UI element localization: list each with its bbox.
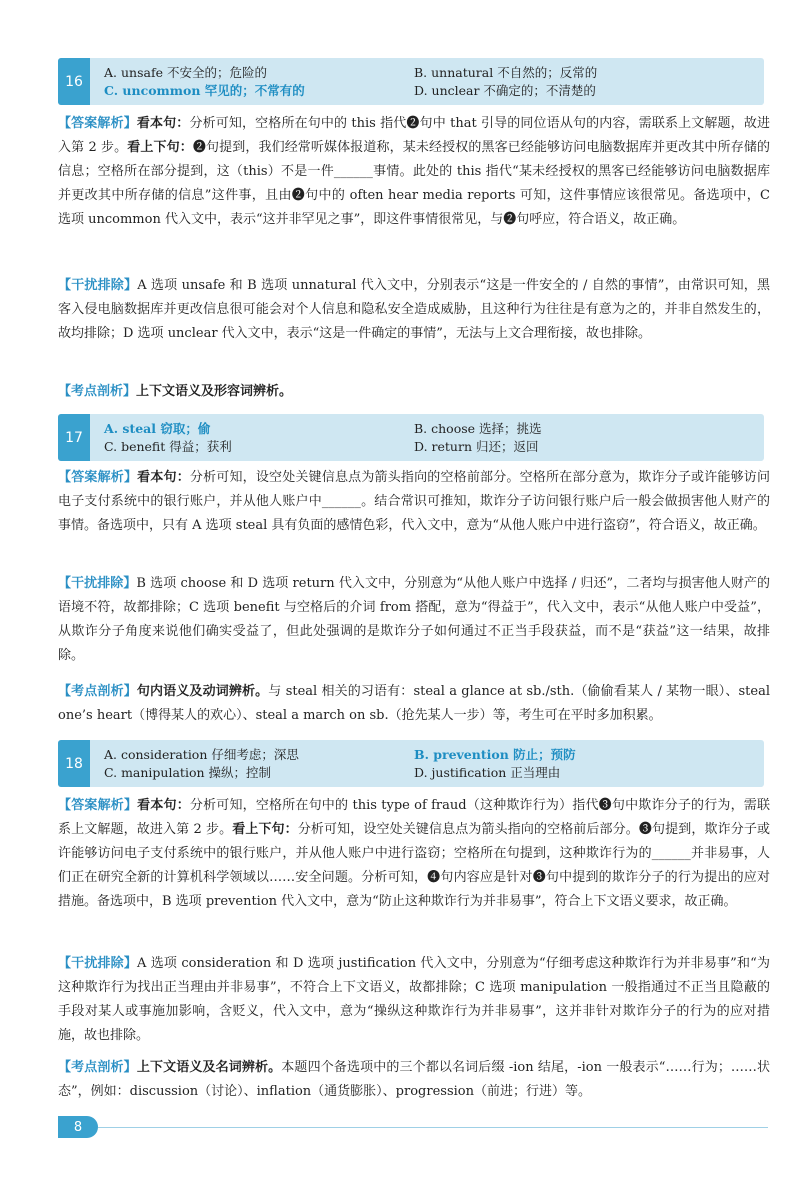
answer-analysis-16 <box>58 112 770 232</box>
body-text-2: ❷句提到，我们经常听媒体报道称，某未经授权的黑客已经能够访问电脑数据库并更改其中所存储的信息；空格所在部分提到，这（this）不是一件______事情。此处的 this 指代“某未经授权的黑客已经能够访问电脑数据库并更改其中所存储的信息”这件事，且由❷句中的 often hear media reports 可知，这件事情应该很常见。备选项中，C 选项 uncommon 代入文中，表示“这并非罕见之事”，即这件事情很常见，与❷句呼应，符合语义，故正确。 <box>58 140 770 227</box>
option-b: B. unnatural 不自然的；反常的 <box>414 65 598 80</box>
question-number: 16 <box>58 58 90 105</box>
body-text: 分析可知，空格所在句中的 this type of fraud（这种欺诈行为）指代❸句中欺诈分子的行为，需联系上文解题，故进入第 2 步。 <box>58 798 770 837</box>
answer-analysis-17 <box>58 466 770 538</box>
lead-text: 看本句： <box>137 798 190 813</box>
lead-text: 看本句： <box>136 116 190 131</box>
lead-text-2: 看上下句： <box>127 140 193 155</box>
question-number: 17 <box>58 414 90 461</box>
footer-divider <box>98 1127 768 1128</box>
option-b-correct: B. prevention 防止；预防 <box>414 747 576 762</box>
lead-text-2: 看上下句： <box>232 822 298 837</box>
point-bold: 上下文语义及名词辨析。 <box>136 1060 282 1075</box>
distractor-text: A 选项 consideration 和 D 选项 justification 代入文中，分别意为“仔细考虑这种欺诈行为并非易事”和“为这种欺诈行为找出正当理由并非易事”，不符合上下文语义，故都排除；C 选项 manipulation 一般指通过不正当且隐蔽的手段对某人或事施加影响，含贬义，代入文中，意为“操纵这种欺诈行为并非易事”，这并非针对欺诈分子的行为的应对措施，故也排除。 <box>58 956 770 1043</box>
tag-distractor: 【干扰排除】 <box>58 956 138 971</box>
distractor-17 <box>58 572 770 668</box>
option-a: A. consideration 仔细考虑；深思 <box>104 747 299 762</box>
option-a-correct: A. steal 窃取；偷 <box>104 421 211 436</box>
body-text: 分析可知，空格所在句中的 this 指代❷句中 that 引导的同位语从句的内容，需联系上文解题，故进入第 2 步。 <box>58 116 770 155</box>
tag-distractor: 【干扰排除】 <box>58 576 137 591</box>
question-17-options-box <box>58 414 764 461</box>
body-text-2: 分析可知，设空处关键信息点为箭头指向的空格前后部分。❸句提到，欺诈分子或许能够访问电子支付系统中的银行账户，并从他人账户中进行盗窃；空格所在句提到，这种欺诈行为的______并非易事，人们正在研究全新的计算机科学领域以……安全问题。分析可知，❹句内容应是针对❸句中提到的欺诈分子的行为提出的应对措施。备选项中，B 选项 prevention 代入文中，意为“防止这种欺诈行为并非易事”，符合上下文语义要求，故正确。 <box>58 822 770 909</box>
point-text: 本题四个备选项中的三个都以名词后缀 -ion 结尾，-ion 一般表示“……行为；……状态”，例如：discussion（讨论）、inflation（通货膨胀）、progression（前进；行进）等。 <box>58 1060 770 1099</box>
lead-text: 看本句： <box>137 470 190 485</box>
distractor-16 <box>58 274 770 346</box>
answer-analysis-18 <box>58 794 770 914</box>
option-c-correct: C. uncommon 罕见的；不常有的 <box>104 83 305 98</box>
distractor-text: A 选项 unsafe 和 B 选项 unnatural 代入文中，分别表示“这是一件安全的 / 自然的事情”，由常识可知，黑客入侵电脑数据库并更改信息很可能会对个人信息和隐私安全造成威胁，且这种行为往往是有意为之的，并非自然发生的，故均排除；D 选项 unclear 代入文中，表示“这是一件确定的事情”，无法与上文合理衔接，故也排除。 <box>58 278 770 341</box>
tag-point: 【考点剖析】 <box>58 684 137 699</box>
tag-answer: 【答案解析】 <box>58 470 138 485</box>
question-number: 18 <box>58 740 90 787</box>
distractor-18 <box>58 952 770 1048</box>
tag-point: 【考点剖析】 <box>58 384 137 399</box>
tag-distractor: 【干扰排除】 <box>58 278 138 293</box>
question-16-options-box <box>58 58 764 105</box>
option-a: A. unsafe 不安全的；危险的 <box>104 65 267 80</box>
point-18 <box>58 1056 770 1104</box>
tag-answer: 【答案解析】 <box>58 798 138 813</box>
distractor-text: B 选项 choose 和 D 选项 return 代入文中，分别意为“从他人账户中选择 / 归还”，二者均与损害他人财产的语境不符，故都排除；C 选项 benefit 与空格后的介词 from 搭配，意为“得益于”，代入文中，表示“从他人账户中受益”，从欺诈分子角度来说他们确实受益了，但此处强调的是欺诈分子如何通过不正当手段获益，而不是“获益”这一结果，故排除。 <box>58 576 770 663</box>
body-text: 分析可知，设空处关键信息点为箭头指向的空格前部分。空格所在部分意为，欺诈分子或许能够访问电子支付系统中的银行账户，并从他人账户中______。结合常识可推知，欺诈分子访问银行账户后一般会做损害他人财产的事情。备选项中，只有 A 选项 steal 具有负面的感情色彩，代入文中，意为“从他人账户中进行盗窃”，符合语义，故正确。 <box>58 470 770 533</box>
option-d: D. unclear 不确定的；不清楚的 <box>414 83 596 98</box>
point-16 <box>58 380 770 404</box>
option-d: D. justification 正当理由 <box>414 765 561 780</box>
page-number: 8 <box>58 1116 98 1138</box>
point-17 <box>58 680 770 728</box>
point-text: 与 steal 相关的习语有：steal a glance at sb./sth.（偷偷看某人 / 某物一眼）、steal one’s heart（博得某人的欢心）、steal a march on sb.（抢先某人一步）等，考生可在平时多加积累。 <box>58 684 770 723</box>
option-b: B. choose 选择；挑选 <box>414 421 542 436</box>
question-18-options-box <box>58 740 764 787</box>
option-c: C. benefit 得益；获利 <box>104 439 232 454</box>
option-c: C. manipulation 操纵；控制 <box>104 765 271 780</box>
point-text: 上下文语义及形容词辨析。 <box>136 384 293 399</box>
tag-point: 【考点剖析】 <box>58 1060 137 1075</box>
tag-answer: 【答案解析】 <box>58 116 137 131</box>
point-bold: 句内语义及动词辨析。 <box>136 684 269 699</box>
option-d: D. return 归还；返回 <box>414 439 539 454</box>
